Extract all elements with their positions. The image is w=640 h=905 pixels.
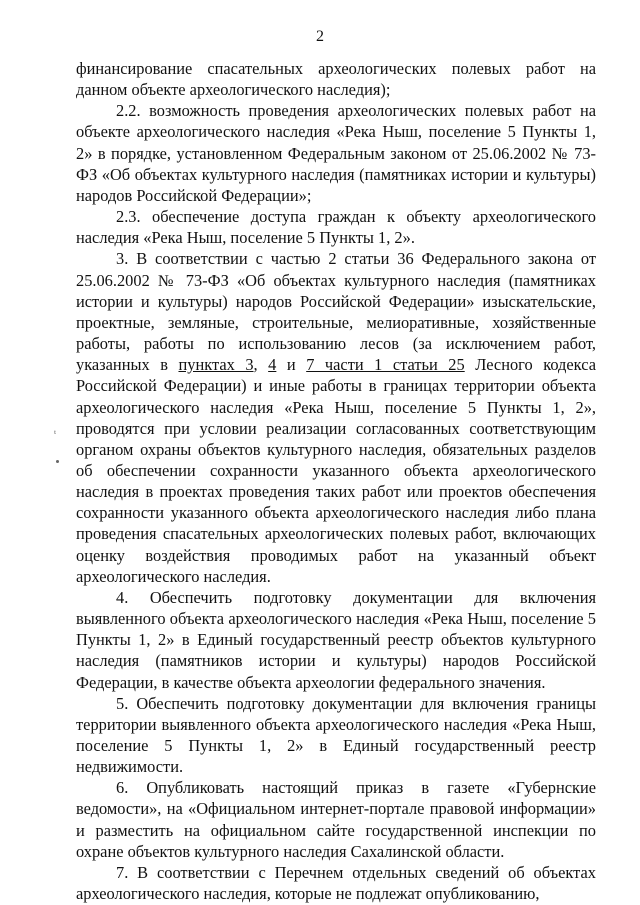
paragraph-4: 4. Обеспечить подготовку документации для включения выявленного объекта археологического наследия «Река Ныш, поселение 5 Пункты 1, 2» в Единый государственный реестр объектов культурного наследия (памятников истории и культуры) народов Российской Федерации, в качестве объекта археологии федерального значения. <box>76 587 596 692</box>
paragraph-intro: финансирование спасательных археологических полевых работ на данном объекте археологического наследия); <box>76 59 596 100</box>
paragraph-3-text-1: 3. В соответствии с частью 2 статьи 36 Федерального закона от 25.06.2002 № 73-ФЗ «Об объектах культурного наследия (памятниках истории и культуры) народов Российской Федерации» изыскательские, проектные, земляные, строительные, мелиоративные, хозяйственные работы, работы по использованию лесов (за исключением работ, указанных в <box>76 249 596 375</box>
paragraph-3-text-2: , <box>253 355 269 375</box>
paragraph-6: 6. Опубликовать настоящий приказ в газете «Губернские ведомости», на «Официальном интернет-портале правовой информации» и разместить на официальном сайте государственной инспекции по охране объектов культурного наследия Сахалинской области. <box>76 778 596 861</box>
scan-dot <box>56 460 59 463</box>
paragraph-2-3: 2.3. обеспечение доступа граждан к объекту археологического наследия «Река Ныш, поселение 5 Пункты 1, 2». <box>76 207 596 248</box>
paragraph-3-text-3: и <box>276 355 307 375</box>
link-forest-code-article-25[interactable]: 7 части 1 статьи 25 <box>306 355 465 375</box>
link-forest-code-item-4[interactable]: 4 <box>268 355 277 375</box>
paragraph-3 <box>76 248 596 587</box>
paragraph-2-2: 2.2. возможность проведения археологических полевых работ на объекте археологического наследия «Река Ныш, поселение 5 Пункты 1, 2» в порядке, установленном Федеральным законом от 25.06.2002 № 73-ФЗ «Об объектах культурного наследия (памятниках истории и культуры) народов Российской Федерации»; <box>76 101 596 205</box>
document-body <box>76 58 596 904</box>
paragraph-5: 5. Обеспечить подготовку документации для включения границы территории выявленного объекта археологического наследия «Река Ныш, поселение 5 Пункты 1, 2» в Единый государственный реестр недвижимости. <box>76 693 596 777</box>
scan-artifact: ᵗ <box>54 428 57 440</box>
paragraph-3-text-4: Лесного кодекса Российской Федерации) и иные работы в границах территории объекта археологического наследия «Река Ныш, поселение 5 Пункты 1, 2», проводятся при условии реализации согласованных соответствующим органом охраны объектов культурного наследия, обязательных разделов об обеспечении сохранности указанного объекта археологического наследия в проектах проведения таких работ или проектов обеспечения сохранности указанного объекта археологического наследия либо плана проведения спасательных археологических полевых работ, включающих оценку воздействия проводимых работ на указанный объект археологического наследия. <box>76 355 596 586</box>
link-forest-code-items-3[interactable]: пунктах 3 <box>178 355 254 375</box>
paragraph-7: 7. В соответствии с Перечнем отдельных сведений об объектах археологического наследия, которые не подлежат опубликованию, <box>76 862 596 904</box>
page-number: 2 <box>316 28 324 45</box>
